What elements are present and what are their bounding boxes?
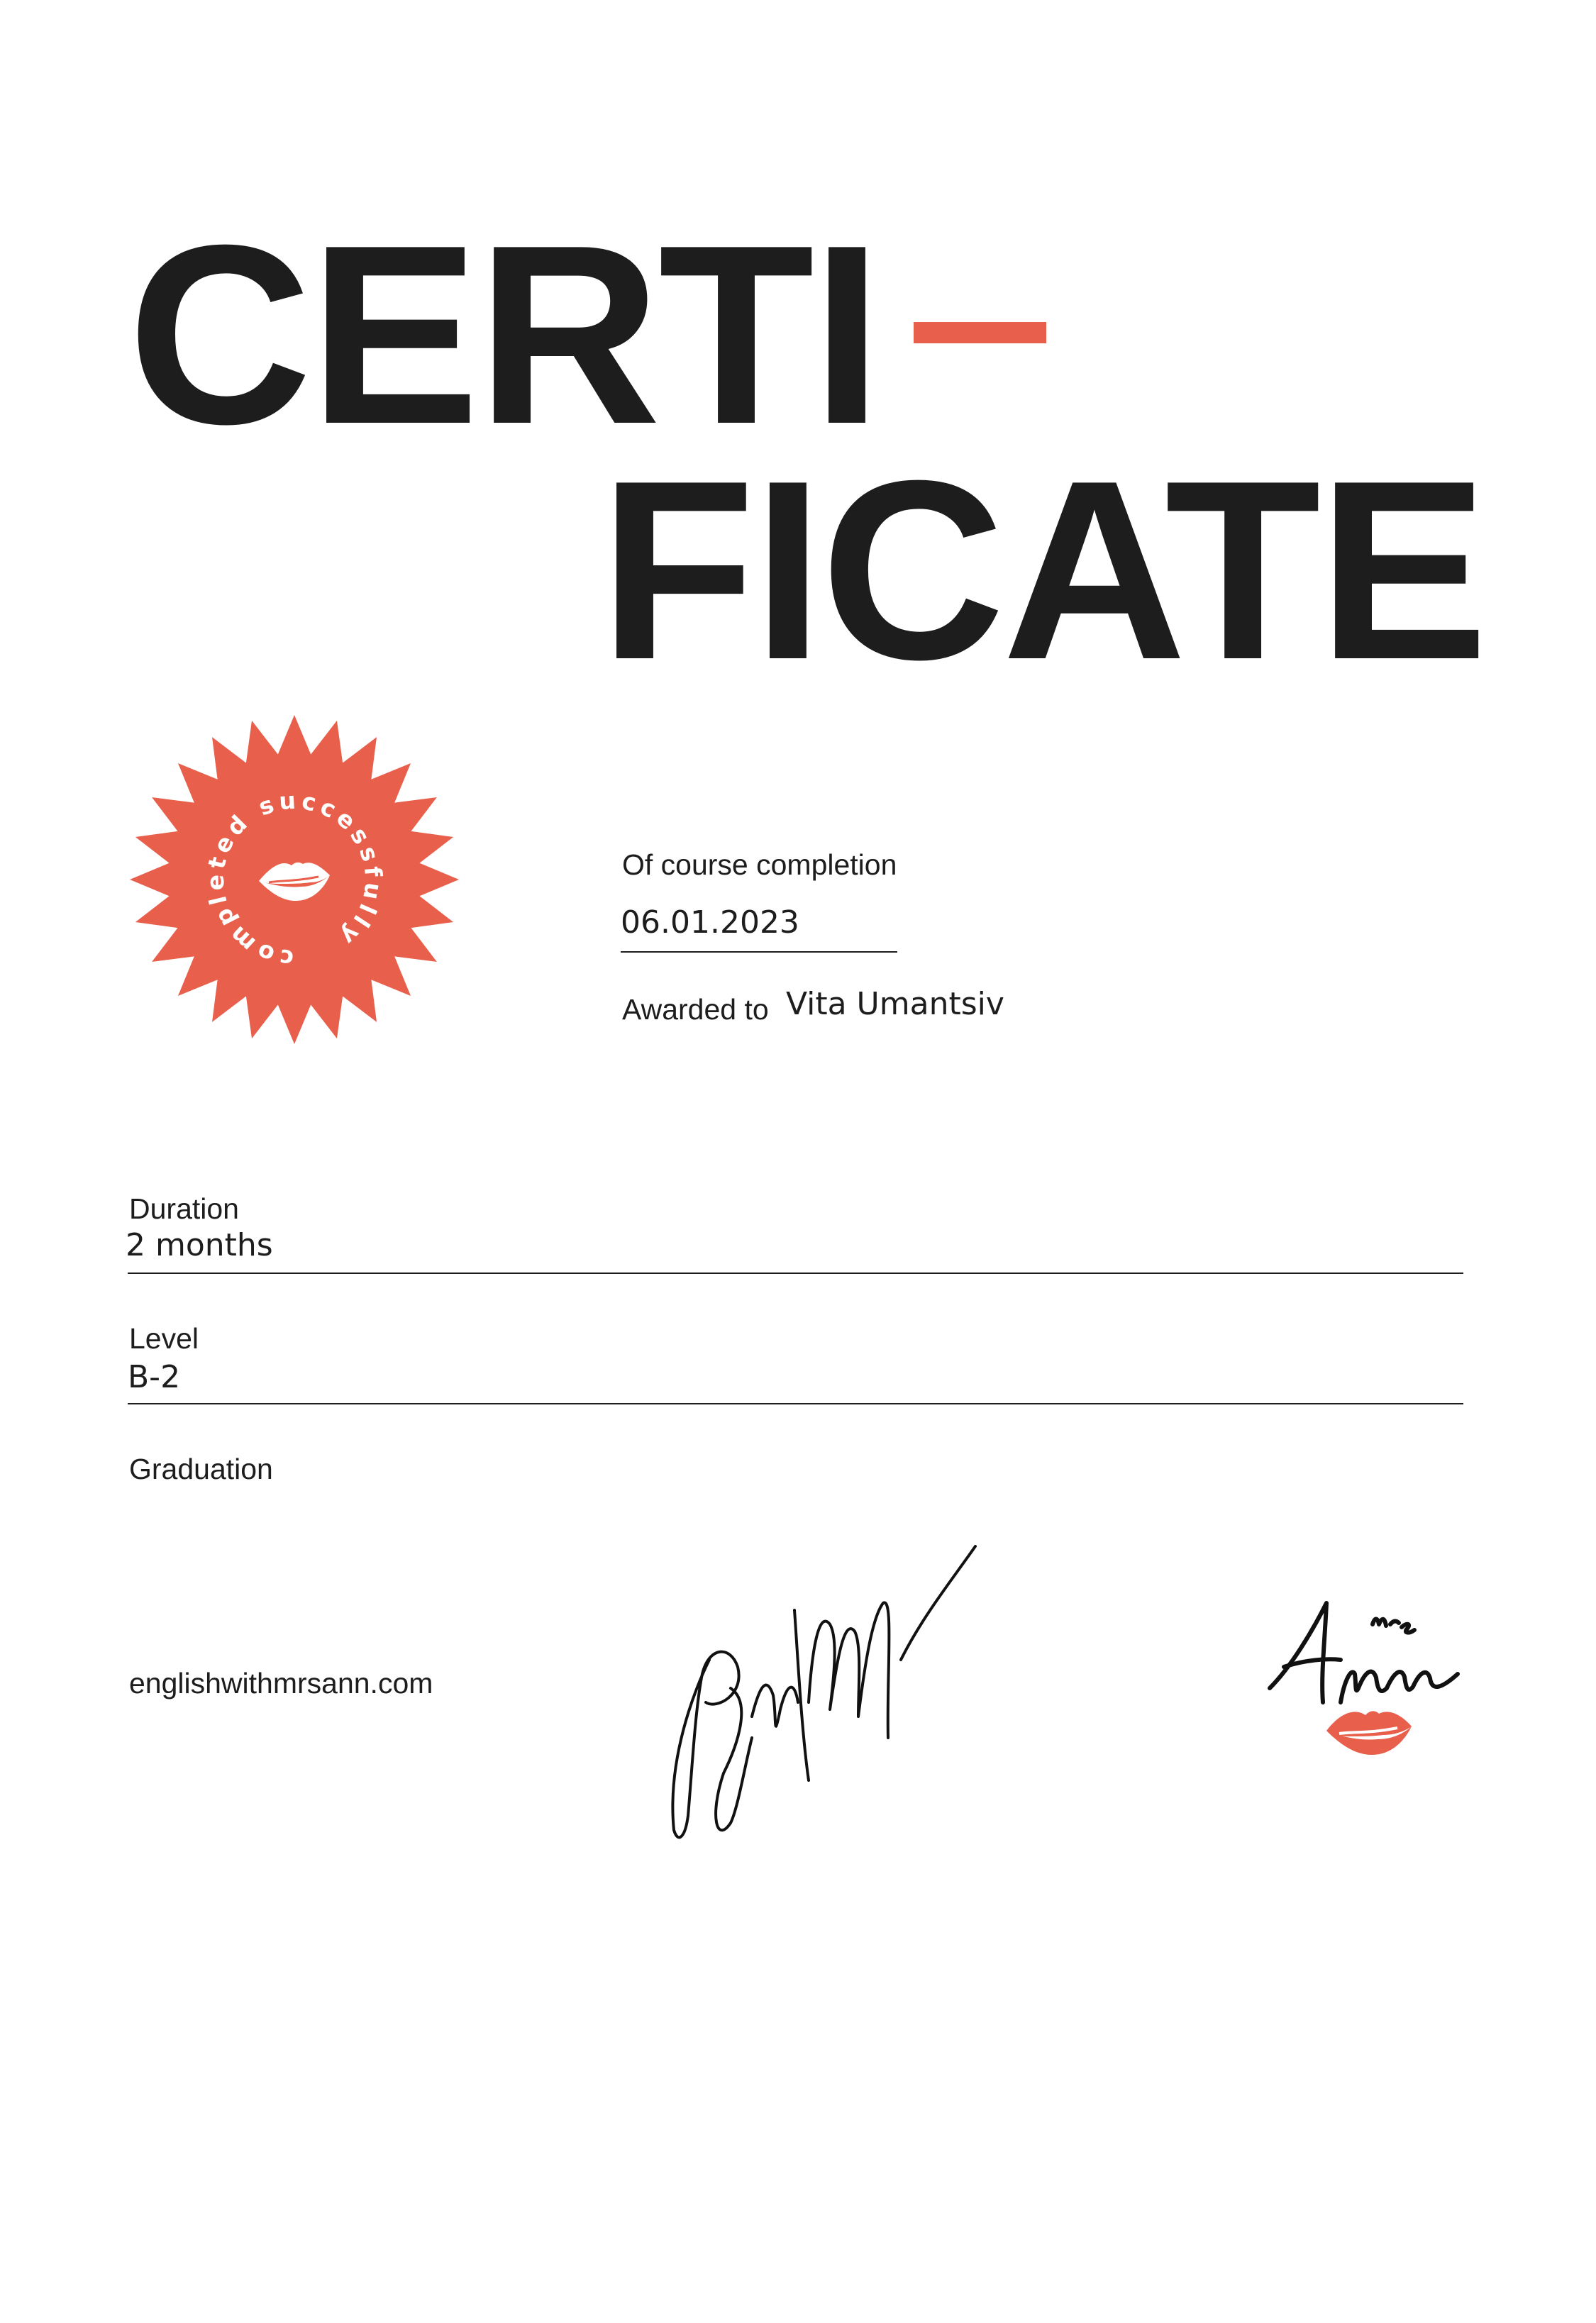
divider [128,1403,1463,1404]
signature [653,1532,986,1844]
graduation-label: Graduation [129,1453,273,1485]
website-link[interactable]: englishwithmrsann.com [129,1667,433,1700]
logo-script [1270,1603,1458,1702]
course-completion-label: Of course completion [622,848,897,881]
completed-badge [128,713,461,1046]
duration-value: 2 months [126,1227,273,1263]
lips-icon [1326,1711,1412,1755]
divider [128,1273,1463,1274]
date-underline [621,951,897,953]
badge-text: completed successfully [201,786,388,973]
title-accent-dash [914,322,1046,343]
awarded-to-label: Awarded to [622,993,769,1026]
title-line-2: FICATE [599,428,1486,713]
recipient-name: Vita Umantsiv [786,986,1004,1022]
completion-date: 06.01.2023 [621,904,799,941]
duration-label: Duration [129,1192,239,1225]
title-line-1: CERTI [128,192,880,477]
mrs-ann-logo [1256,1589,1468,1766]
level-value: B-2 [128,1359,181,1395]
level-label: Level [129,1322,199,1355]
